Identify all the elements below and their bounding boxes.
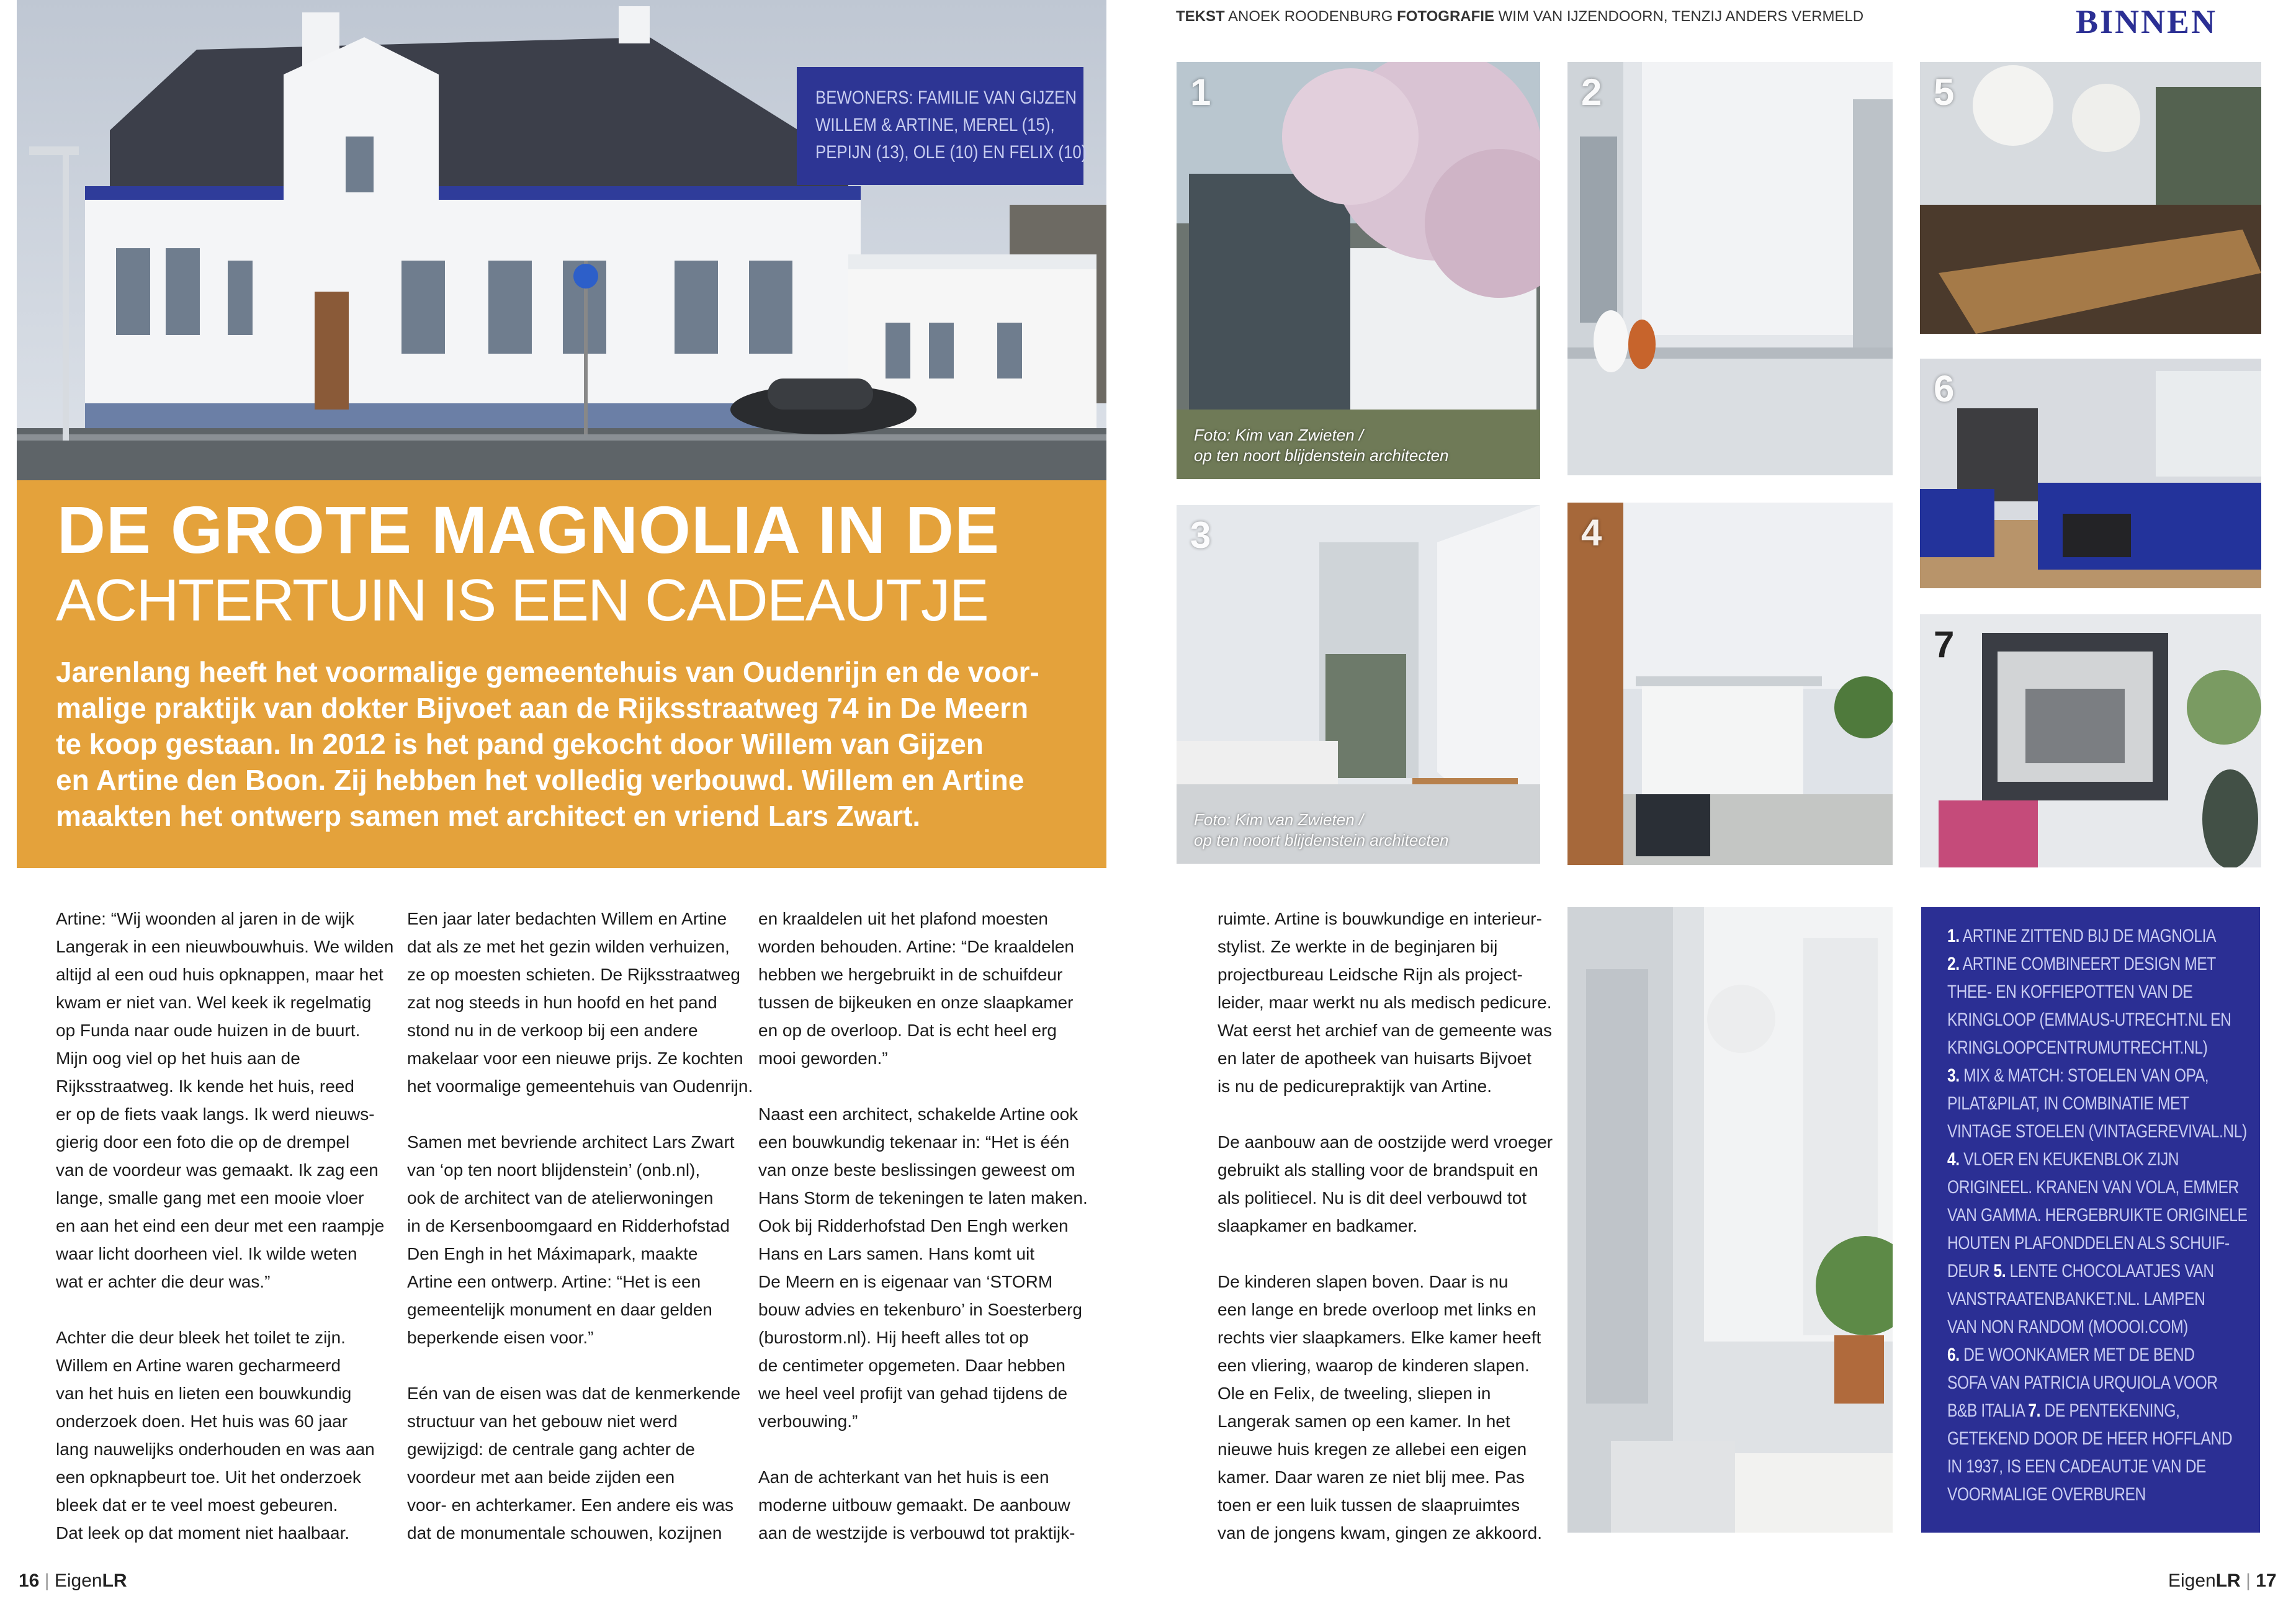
body-line: een opknapbeurt toe. Uit het onderzoek [56,1467,361,1487]
body-line: Wat eerst het archief van de gemeente was [1218,1021,1553,1040]
body-line: Willem en Artine waren gecharmeerd [56,1356,341,1375]
body-line: Ole en Felix, de tweeling, sliepen in [1218,1384,1491,1403]
body-line: van ‘op ten noort blijdenstein’ (onb.nl), [407,1160,701,1180]
credits-text-name: ANOEK ROODENBURG [1228,8,1393,25]
body-line: van onze beste beslissingen geweest om [758,1160,1075,1180]
section-title: BINNEN [2076,3,2218,40]
body-line: De kinderen slapen boven. Daar is nu [1218,1272,1509,1291]
photo-3-credit: Foto: Kim van Zwieten / op ten noort blijdenstein architecten [1194,810,1449,849]
magazine-name: EigenLR [2168,1570,2241,1591]
body-line: ruimte. Artine is bouwkundige en interieur- [1218,909,1542,928]
body-line: aan de westzijde is verbouwd tot praktijk- [758,1523,1075,1543]
body-line: makelaar voor een nieuwe prijs. Ze kochten [407,1049,743,1068]
caption-line: KRINGLOOPCENTRUMUTRECHT.NL) [1947,1037,2208,1058]
photo-4-kitchen-block [1567,503,1893,865]
caption-line: DEUR 5. LENTE CHOCOLAATJES VAN [1947,1261,2214,1281]
body-line: en aan het eind een deur met een raampje [56,1216,385,1235]
footer-left [19,1569,127,1593]
body-line: van het huis en lieten een bouwkundig [56,1384,352,1403]
body-line: gemeentelijk monument en daar gelden [407,1300,712,1319]
paragraph-gap [407,1351,730,1379]
body-line: van de voordeur was gemaakt. Ik zag een [56,1160,379,1180]
body-line: slaapkamer en badkamer. [1218,1216,1418,1235]
photo-bathroom-window [1567,907,1893,1533]
paragraph-gap [56,1296,379,1324]
body-line: er op de fiets vaak langs. Ik werd nieuws- [56,1104,375,1124]
caption-line: B&B ITALIA 7. DE PENTEKENING, [1947,1400,2180,1421]
body-line: Dat leek op dat moment niet haalbaar. [56,1523,350,1543]
body-line: kwam er niet van. Wel keek ik regelmatig [56,993,372,1012]
body-line: dat de monumentale schouwen, kozijnen [407,1523,722,1543]
caption-line: 2. ARTINE COMBINEERT DESIGN MET [1947,954,2216,974]
photo-6-living-room [1920,359,2261,588]
body-line: Langerak in een nieuwbouwhuis. We wilden [56,937,394,956]
body-line: wat er achter die deur was.” [56,1272,271,1291]
body-line: voordeur met aan beide zijden een [407,1467,675,1487]
residents-line: PEPIJN (13), OLE (10) EN FELIX (10) [815,142,1087,163]
intro-line: te koop gestaan. In 2012 is het pand gekocht door Willem van Gijzen [56,728,984,760]
caption-line: HOUTEN PLAFONDDELEN ALS SCHUIF- [1947,1233,2230,1253]
body-line: beperkende eisen voor.” [407,1328,594,1347]
residents-line: WILLEM & ARTINE, MEREL (15), [815,115,1055,135]
residents-line: BEWONERS: FAMILIE VAN GIJZEN [815,87,1077,108]
body-line: Een jaar later bedachten Willem en Artine [407,909,727,928]
body-line: waar licht doorheen viel. Ik wilde weten [56,1244,357,1263]
body-line: (burostorm.nl). Hij heeft alles tot op [758,1328,1029,1347]
caption-line: GETEKEND DOOR DE HEER HOFFLAND [1947,1428,2233,1449]
photo-3-interior [1177,505,1540,864]
body-line: ook de architect van de atelierwoningen [407,1188,714,1207]
body-line: De Meern en is eigenaar van ‘STORM [758,1272,1053,1291]
body-line: De aanbouw aan de oostzijde werd vroeger [1218,1132,1553,1152]
body-line: lang nauwelijks onderhouden en was aan [56,1440,375,1459]
photo-5-dining [1920,62,2261,334]
headline-line-2: ACHTERTUIN IS EEN CADEAUTJE [56,567,988,634]
caption-line: ORIGINEEL. KRANEN VAN VOLA, EMMER [1947,1177,2239,1198]
credits-photo-name: WIM VAN IJZENDOORN, TENZIJ ANDERS VERMELD [1498,8,1864,25]
body-line: en later de apotheek van huisarts Bijvoet [1218,1049,1531,1068]
body-line: toen er een luik tussen de slaapruimtes [1218,1495,1520,1515]
caption-line: 1. ARTINE ZITTEND BIJ DE MAGNOLIA [1947,926,2217,946]
caption-line: KRINGLOOP (EMMAUS-UTRECHT.NL EN [1947,1010,2231,1030]
body-line: de centimeter opgemeten. Daar hebben [758,1356,1065,1375]
body-line: is nu de pedicurepraktijk van Artine. [1218,1077,1492,1096]
body-line: worden behouden. Artine: “De kraaldelen [758,937,1075,956]
page-number-left: 16 [19,1570,40,1591]
body-line: Achter die deur bleek het toilet te zijn. [56,1328,346,1347]
body-line: Naast een architect, schakelde Artine ook [758,1104,1078,1124]
body-line: gierig door een foto die op de drempel [56,1132,350,1152]
body-line: als politiecel. Nu is dit deel verbouwd tot [1218,1188,1527,1207]
intro-paragraph [56,654,1086,834]
body-column-3 [758,905,1088,1547]
body-line: Samen met bevriende architect Lars Zwart [407,1132,735,1152]
intro-line: maakten het ontwerp samen met architect en vriend Lars Zwart. [56,800,921,832]
body-line: bouw advies en tekenburo’ in Soesterberg [758,1300,1082,1319]
photo-1-magnolia [1177,62,1540,479]
caption-line: VAN NON RANDOM (MOOOI.COM) [1947,1317,2188,1337]
credits-photo-label: FOTOGRAFIE [1397,8,1494,25]
body-line: nieuwe huis kregen ze allebei een eigen [1218,1440,1527,1459]
body-line: het voormalige gemeentehuis van Oudenrijn. [407,1077,753,1096]
caption-line: VAN GAMMA. HERGEBRUIKTE ORIGINELE [1947,1205,2248,1225]
photo-2-kitchen [1567,62,1893,475]
paragraph-gap [1218,1100,1540,1128]
footer-separator: | [2246,1570,2251,1591]
body-line: hebben we hergebruikt in de schuifdeur [758,965,1063,984]
body-line: lange, smalle gang met een mooie vloer [56,1188,364,1207]
body-line: Aan de achterkant van het huis is een [758,1467,1049,1487]
caption-line: IN 1937, IS EEN CADEAUTJE VAN DE [1947,1456,2207,1477]
photo-1-number: 1 [1190,71,1211,113]
photo-7-number: 7 [1934,624,1955,665]
body-line: kamer. Daar waren ze niet blij mee. Pas [1218,1467,1525,1487]
body-line: voor- en achterkamer. Een andere eis was [407,1495,734,1515]
body-line: projectbureau Leidsche Rijn als project- [1218,965,1523,984]
footer-right [2168,1569,2277,1593]
body-column-2 [407,905,753,1547]
headline-line-1: DE GROTE MAGNOLIA IN DE [57,492,1000,567]
body-line: en op de overloop. Dat is echt heel erg [758,1021,1057,1040]
body-line: structuur van het gebouw niet werd [407,1412,678,1431]
body-line: dat als ze met het gezin wilden verhuizen, [407,937,730,956]
body-line: zat nog steeds in hun hoofd en het pand [407,993,717,1012]
photo-5-number: 5 [1934,71,1955,113]
caption-box [1921,907,2260,1533]
body-line: Hans Storm de tekeningen te laten maken. [758,1188,1088,1207]
body-line: en kraaldelen uit het plafond moesten [758,909,1048,928]
credits-text-label: TEKST [1176,8,1225,25]
body-line: Mijn oog viel op het huis aan de [56,1049,300,1068]
photo-7-pen-drawing [1920,614,2261,867]
photo-2-number: 2 [1581,71,1602,113]
body-column-4 [1218,905,1553,1547]
caption-line: THEE- EN KOFFIEPOTTEN VAN DE [1947,982,2193,1002]
caption-line: VANSTRAATENBANKET.NL. LAMPEN [1947,1289,2205,1309]
paragraph-gap [407,1100,730,1128]
credits-line [1176,7,1863,26]
body-line: tussen de bijkeuken en onze slaapkamer [758,993,1074,1012]
body-line: onderzoek doen. Het huis was 60 jaar [56,1412,348,1431]
caption-line: 6. DE WOONKAMER MET DE BEND [1947,1345,2195,1365]
caption-line: 3. MIX & MATCH: STOELEN VAN OPA, [1947,1065,2209,1086]
photo-3-number: 3 [1190,514,1211,556]
body-line: stond nu in de verkoop bij een andere [407,1021,698,1040]
body-line: Artine een ontwerp. Artine: “Het is een [407,1272,701,1291]
body-line: ze op moesten schieten. De Rijksstraatweg [407,965,740,984]
page-number-right: 17 [2256,1570,2277,1591]
body-column-1 [56,905,394,1547]
magazine-name: EigenLR [54,1570,127,1591]
body-line: rechts vier slaapkamers. Elke kamer heeft [1218,1328,1541,1347]
body-line: Langerak samen op een kamer. In het [1218,1412,1510,1431]
body-line: we heel veel profijt van gehad tijdens de [758,1384,1068,1403]
body-line: Eén van de eisen was dat de kenmerkende [407,1384,741,1403]
body-line: Artine: “Wij woonden al jaren in de wijk [56,909,354,928]
body-line: op Funda naar oude huizen in de buurt. [56,1021,361,1040]
body-line: Hans en Lars samen. Hans komt uit [758,1244,1035,1263]
photo-6-number: 6 [1934,368,1955,410]
body-line: Rijksstraatweg. Ik kende het huis, reed [56,1077,354,1096]
footer-separator: | [44,1570,50,1591]
body-line: verbouwing.” [758,1412,858,1431]
paragraph-gap [758,1072,1081,1100]
intro-line: Jarenlang heeft het voormalige gemeentehuis van Oudenrijn en de voor- [56,656,1039,688]
residents-box [797,67,1087,185]
body-line: in de Kersenboomgaard en Ridderhofstad [407,1216,730,1235]
body-line: moderne uitbouw gemaakt. De aanbouw [758,1495,1070,1515]
body-line: Den Engh in het Máximapark, maakte [407,1244,698,1263]
caption-line: SOFA VAN PATRICIA URQUIOLA VOOR [1947,1373,2218,1393]
body-line: een bouwkundig tekenaar in: “Het is één [758,1132,1070,1152]
caption-line: PILAT&PILAT, IN COMBINATIE MET [1947,1093,2189,1114]
caption-line: 4. VLOER EN KEUKENBLOK ZIJN [1947,1149,2179,1170]
body-line: mooi geworden.” [758,1049,888,1068]
body-line: gebruikt als stalling voor de brandspuit en [1218,1160,1538,1180]
caption-line: VOORMALIGE OVERBUREN [1947,1484,2146,1505]
body-line: altijd al een oud huis opknappen, maar het [56,965,383,984]
caption-line: VINTAGE STOELEN (VINTAGEREVIVAL.NL) [1947,1121,2247,1142]
paragraph-gap [1218,1240,1540,1268]
photo-1-credit: Foto: Kim van Zwieten / op ten noort blijdenstein architecten [1194,426,1449,465]
intro-line: en Artine den Boon. Zij hebben het volledig verbouwd. Willem en Artine [56,764,1025,796]
body-line: van de jongens kwam, gingen ze akkoord. [1218,1523,1542,1543]
body-line: leider, maar werkt nu als medisch pedicure. [1218,993,1552,1012]
intro-line: malige praktijk van dokter Bijvoet aan de Rijksstraatweg 74 in De Meern [56,692,1029,724]
photo-4-number: 4 [1581,512,1602,553]
paragraph-gap [758,1435,1081,1463]
body-line: stylist. Ze werkte in de beginjaren bij [1218,937,1498,956]
body-line: een vliering, waarop de kinderen slapen. [1218,1356,1530,1375]
body-line: een lange en brede overloop met links en [1218,1300,1536,1319]
body-line: bleek dat er te veel moest gebeuren. [56,1495,338,1515]
body-line: Ook bij Ridderhofstad Den Engh werken [758,1216,1069,1235]
body-line: gewijzigd: de centrale gang achter de [407,1440,695,1459]
